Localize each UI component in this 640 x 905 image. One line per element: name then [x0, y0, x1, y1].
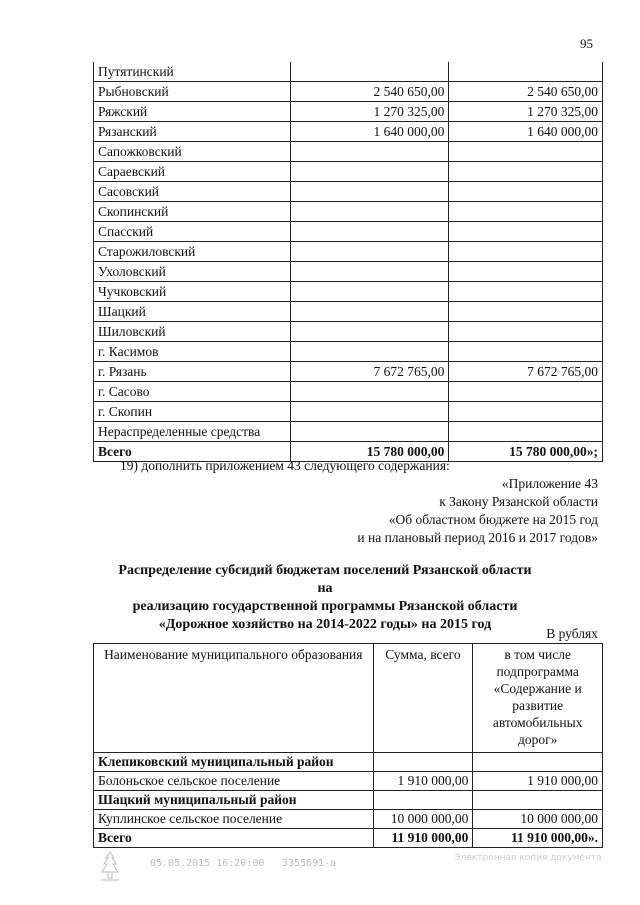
district-incl	[449, 242, 603, 262]
table-row	[94, 202, 603, 222]
district-name: г. Скопин	[94, 402, 291, 422]
total-label: Всего	[94, 442, 291, 462]
settlement-incl: 1 910 000,00	[473, 772, 603, 791]
district-sum	[290, 182, 449, 202]
district-sum	[290, 422, 449, 442]
district-sum	[290, 262, 449, 282]
total-sum: 11 910 000,00	[373, 829, 473, 848]
table-header-row	[94, 644, 603, 753]
district-sum	[290, 382, 449, 402]
item-19-text: 19) дополнить приложением 43 следующего содержания:	[120, 458, 450, 473]
district-name: Спасский	[94, 222, 291, 242]
units-label: В рублях	[546, 626, 598, 641]
table-row	[94, 182, 603, 202]
table-row	[94, 262, 603, 282]
settlement-incl: 10 000 000,00	[473, 810, 603, 829]
settlement-sum: 10 000 000,00	[373, 810, 473, 829]
district-name: Сараевский	[94, 162, 291, 182]
district-incl	[449, 342, 603, 362]
district-sum	[290, 242, 449, 262]
total-row	[94, 829, 603, 848]
district-incl: 7 672 765,00	[449, 362, 603, 382]
district-name: Ухоловский	[94, 262, 291, 282]
watermark: Электронная копия документа	[454, 853, 602, 863]
district-incl	[449, 422, 603, 442]
table-row	[94, 322, 603, 342]
header-sum: Сумма, всего	[373, 644, 473, 753]
district-header-row	[94, 753, 603, 772]
district-incl	[449, 382, 603, 402]
settlement-name: Куплинское сельское поселение	[94, 810, 374, 829]
table-row	[94, 82, 603, 102]
district-sum	[290, 282, 449, 302]
district-incl	[449, 182, 603, 202]
district-sum	[290, 162, 449, 182]
district-sum: 1 640 000,00	[290, 122, 449, 142]
table-row	[94, 772, 603, 791]
title-line-3: «Дорожное хозяйство на 2014-2022 годы» на 2015 год	[158, 617, 492, 632]
district-name: Рязанский	[94, 122, 291, 142]
appendix-budget: «Об областном бюджете на 2015 год	[388, 512, 598, 527]
footer-datetime: 05.05.2015 16:20:00	[150, 858, 265, 869]
header-name: Наименование муниципального образования	[94, 644, 374, 753]
subsidies-table	[93, 643, 603, 848]
district-sum	[290, 322, 449, 342]
settlement-incl	[473, 753, 603, 772]
district-incl	[449, 282, 603, 302]
district-sum	[290, 402, 449, 422]
settlement-sum	[373, 753, 473, 772]
emblem-icon	[98, 850, 122, 882]
district-sum	[290, 222, 449, 242]
district-sum	[290, 202, 449, 222]
table-row	[94, 382, 603, 402]
district-sum: 2 540 650,00	[290, 82, 449, 102]
table-row	[94, 342, 603, 362]
district-incl: 1 270 325,00	[449, 102, 603, 122]
table-row	[94, 282, 603, 302]
total-incl: 11 910 000,00».	[473, 829, 603, 848]
table-row	[94, 222, 603, 242]
district-incl	[449, 262, 603, 282]
district-incl	[449, 162, 603, 182]
district-sum	[290, 302, 449, 322]
district-incl	[449, 222, 603, 242]
settlement-incl	[473, 791, 603, 810]
district-name: г. Касимов	[94, 342, 291, 362]
district-sum	[290, 342, 449, 362]
district-incl: 1 640 000,00	[449, 122, 603, 142]
footer-doc-id: 3355691-a	[282, 858, 337, 869]
district-name: г. Сасово	[94, 382, 291, 402]
district-name: Клепиковский муниципальный район	[94, 753, 374, 772]
table-row	[94, 162, 603, 182]
total-sum: 15 780 000,00	[290, 442, 449, 462]
table-row	[94, 142, 603, 162]
district-incl	[449, 202, 603, 222]
district-name: Нераспределенные средства	[94, 422, 291, 442]
table-row	[94, 362, 603, 382]
district-sum	[290, 142, 449, 162]
table-row	[94, 242, 603, 262]
district-name: Старожиловский	[94, 242, 291, 262]
table-row	[94, 302, 603, 322]
district-incl	[449, 62, 603, 82]
district-name: Сасовский	[94, 182, 291, 202]
district-sum: 7 672 765,00	[290, 362, 449, 382]
table-row	[94, 422, 603, 442]
settlement-sum: 1 910 000,00	[373, 772, 473, 791]
district-name: Шацкий	[94, 302, 291, 322]
district-name: Шацкий муниципальный район	[94, 791, 374, 810]
district-header-row	[94, 791, 603, 810]
title-line-1: Распределение субсидий бюджетам поселений Рязанской области на	[118, 563, 532, 596]
title-line-2: реализацию государственной программы Рязанской области	[132, 599, 518, 614]
district-name: Рыбновский	[94, 82, 291, 102]
district-sum: 1 270 325,00	[290, 102, 449, 122]
total-label: Всего	[94, 829, 374, 848]
section-title	[110, 562, 540, 634]
appendix-period: и на плановый период 2016 и 2017 годов»	[357, 530, 598, 545]
appendix-number: «Приложение 43	[501, 476, 598, 491]
header-incl: в том числе подпрограмма «Содержание и развитие автомобильных дорог»	[473, 644, 603, 753]
district-incl	[449, 322, 603, 342]
district-name: Шиловский	[94, 322, 291, 342]
table-row	[94, 810, 603, 829]
district-name: Ряжский	[94, 102, 291, 122]
district-name: Путятинский	[94, 62, 291, 82]
district-incl: 2 540 650,00	[449, 82, 603, 102]
table-row	[94, 62, 603, 82]
appendix-law: к Закону Рязанской области	[439, 494, 598, 509]
district-name: Чучковский	[94, 282, 291, 302]
district-name: Скопинский	[94, 202, 291, 222]
district-incl	[449, 302, 603, 322]
page-number: 95	[580, 36, 593, 51]
table-row	[94, 122, 603, 142]
settlement-sum	[373, 791, 473, 810]
districts-table	[93, 62, 603, 462]
table-row	[94, 402, 603, 422]
district-incl	[449, 142, 603, 162]
district-sum	[290, 62, 449, 82]
district-name: г. Рязань	[94, 362, 291, 382]
total-incl: 15 780 000,00»;	[449, 442, 603, 462]
settlement-name: Болоньское сельское поселение	[94, 772, 374, 791]
district-name: Сапожковский	[94, 142, 291, 162]
district-incl	[449, 402, 603, 422]
table-row	[94, 102, 603, 122]
